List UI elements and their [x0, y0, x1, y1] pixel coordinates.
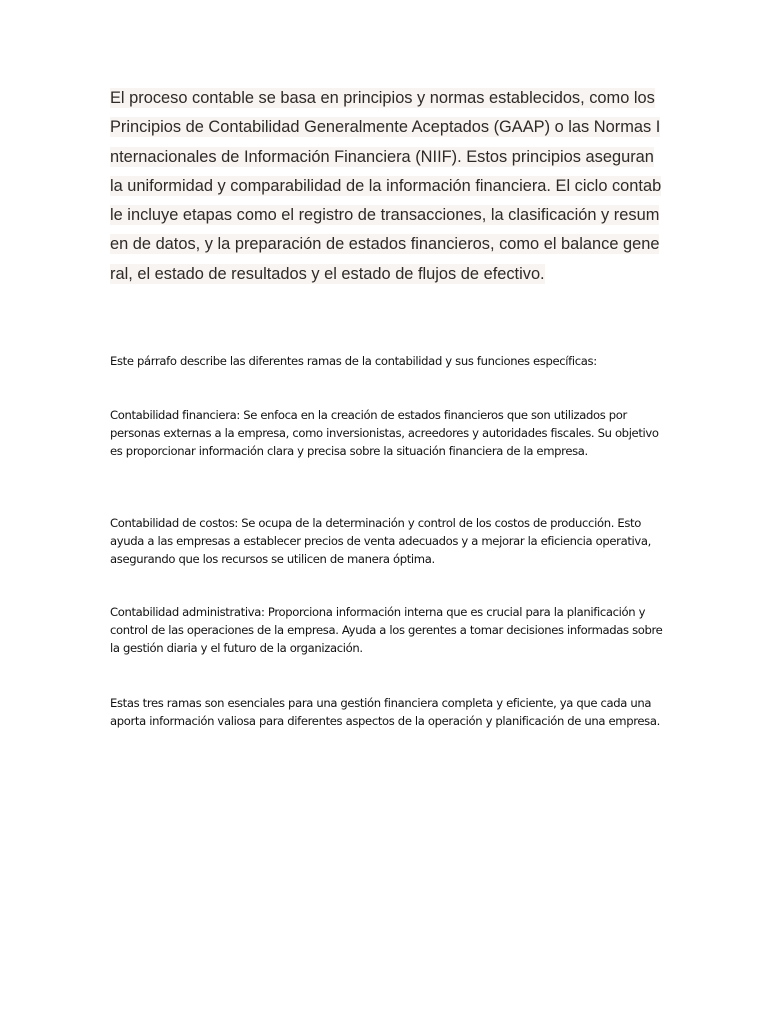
intro-paragraph-text: El proceso contable se basa en principios y normas establecidos, como los Principios de Contabilidad Generalmente Aceptados (GAAP) o las Normas Internacionales de Información Financiera (NIIF). Estos principios aseguran la uniformidad y comparabilidad de la información financiera. El ciclo contable incluye etapas como el registro de transacciones, la clasificación y resumen de datos, y la preparación de estados financieros, como el balance general, el estado de resultados y el estado de flujos de efectivo.	[110, 89, 662, 283]
intro-paragraph	[110, 84, 662, 289]
section-cost-accounting: Contabilidad de costos: Se ocupa de la determinación y control de los costos de producción. Esto ayuda a las empresas a establecer precios de venta adecuados y a mejorar la eficiencia operativa, asegurando que los recursos se utilicen de manera óptima.	[110, 516, 651, 566]
section-managerial-accounting: Contabilidad administrativa: Proporciona información interna que es crucial para la planificación y control de las operaciones de la empresa. Ayuda a los gerentes a tomar decisiones informadas sobre la gestión diaria y el futuro de la organización.	[110, 605, 663, 655]
lead-in-paragraph: Este párrafo describe las diferentes ramas de la contabilidad y sus funciones específicas:	[110, 354, 597, 368]
section-financial-accounting: Contabilidad financiera: Se enfoca en la creación de estados financieros que son utilizados por personas externas a la empresa, como inversionistas, acreedores y autoridades fiscales. Su objetivo es proporcionar información clara y precisa sobre la situación financiera de la empresa.	[110, 408, 659, 458]
closing-paragraph: Estas tres ramas son esenciales para una gestión financiera completa y eficiente, ya que cada una aporta información valiosa para diferentes aspectos de la operación y planificación de una empresa.	[110, 696, 660, 728]
